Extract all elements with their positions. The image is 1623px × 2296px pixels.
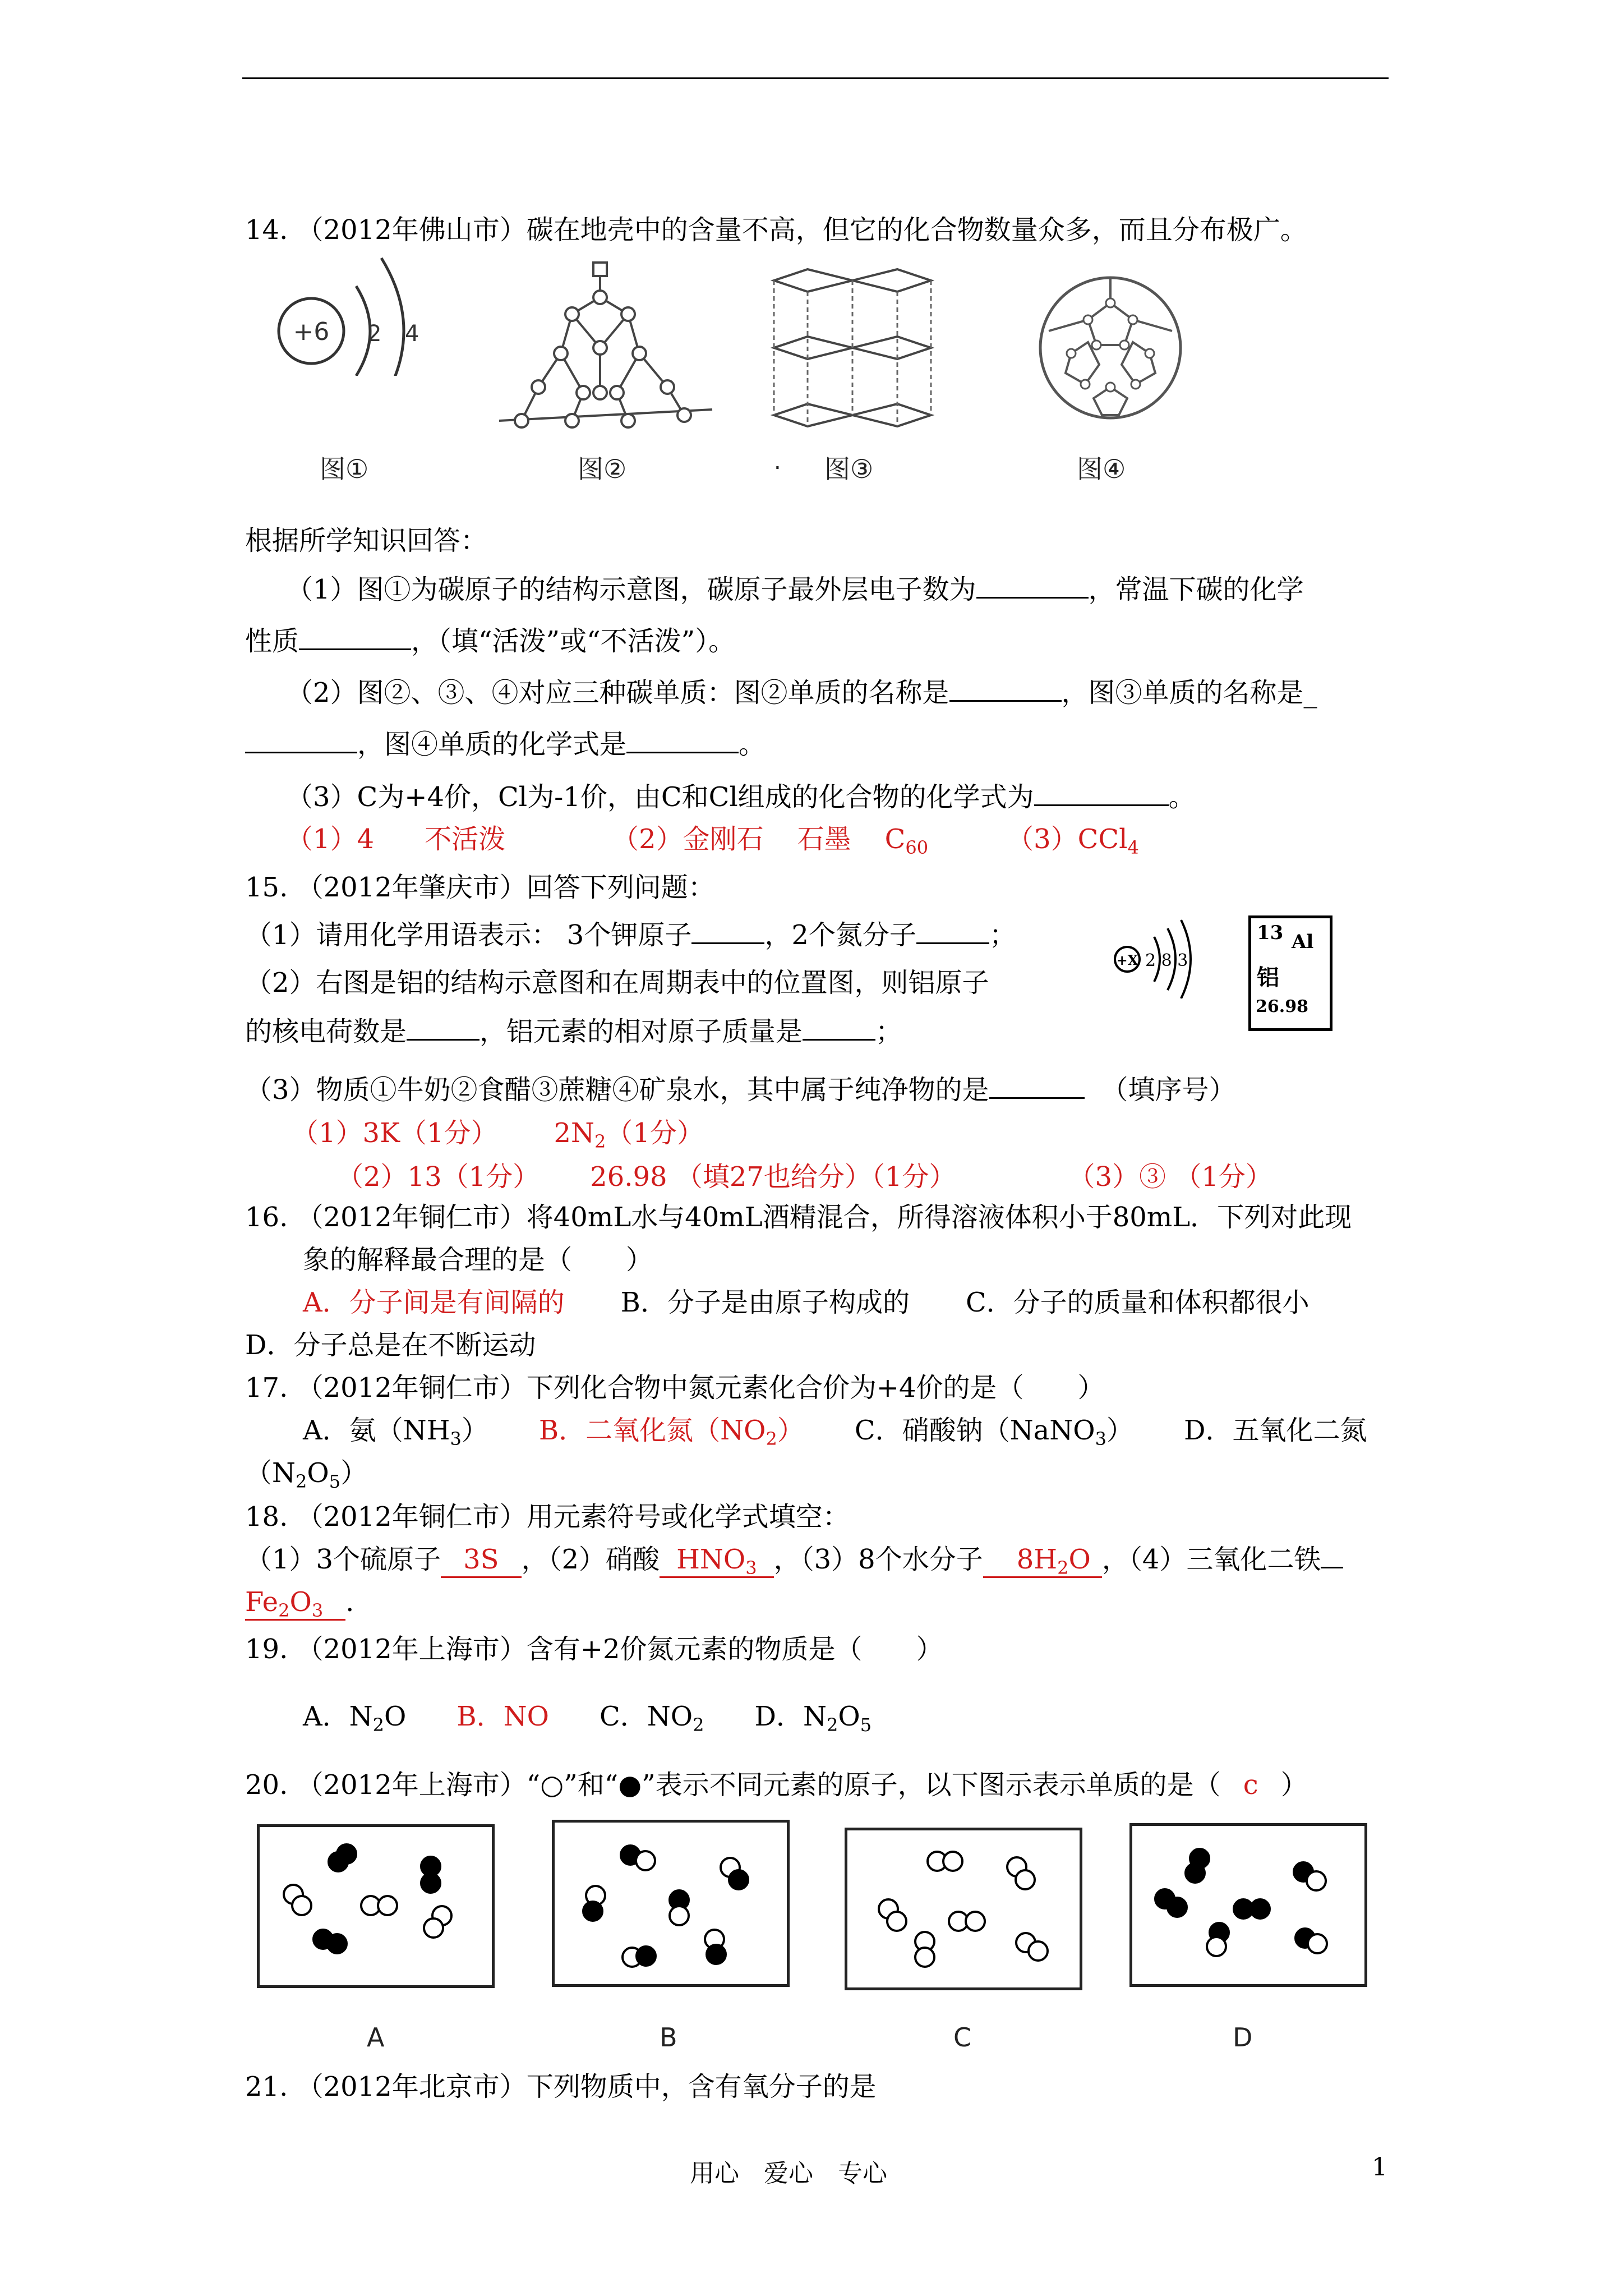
q15-ans1b: 2N bbox=[554, 1117, 595, 1149]
q15-blank3[interactable] bbox=[407, 1014, 479, 1041]
q14-ans3: （2）金刚石 bbox=[612, 823, 764, 855]
q14-part2-line2 bbox=[245, 727, 766, 761]
q15-l4b: （填序号） bbox=[1101, 1074, 1236, 1106]
q14-prompt: 根据所学知识回答： bbox=[245, 525, 488, 556]
q14-p3a: （3）C为+4价，Cl为-1价，由C和Cl组成的化合物的化学式为 bbox=[286, 781, 1034, 813]
q14-part2-line1 bbox=[286, 675, 1317, 710]
diamond-structure-diagram bbox=[488, 258, 723, 438]
q17-stem: 17. （2012年铜仁市）下列化合物中氮元素化合价为+4价的是（ ） bbox=[245, 1372, 1105, 1404]
q15-l1c: ； bbox=[989, 919, 1016, 951]
q15-blank4[interactable] bbox=[803, 1014, 875, 1041]
q18-answer3[interactable]: $8H_2O$ bbox=[983, 1543, 1102, 1578]
al-core-label: +X bbox=[1116, 952, 1138, 968]
q14-ans5-sub: 60 bbox=[905, 837, 929, 858]
q17-option-c[interactable]: C．硝酸钠（NaNO$_3$） bbox=[854, 1415, 1133, 1450]
q14-ans5: C bbox=[884, 823, 906, 855]
q20-label-d: D bbox=[1233, 2022, 1253, 2053]
q14-blank5[interactable] bbox=[626, 727, 739, 753]
q15-line3 bbox=[245, 1014, 902, 1048]
footer-motto: 用心 爱心 专心 bbox=[690, 2159, 887, 2188]
q16-option-c[interactable]: C．分子的质量和体积都很小 bbox=[965, 1287, 1310, 1318]
header-rule bbox=[242, 77, 1389, 79]
q15-line1 bbox=[245, 918, 1016, 952]
figure1-caption: 图① bbox=[320, 454, 369, 484]
q16-options bbox=[303, 1286, 1310, 1319]
q14-ans4: 石墨 bbox=[797, 823, 851, 855]
q20-label-a: A bbox=[367, 2022, 385, 2053]
q17-option-b[interactable]: B．二氧化氮$(NO_2)$ bbox=[538, 1415, 804, 1450]
page-number: 1 bbox=[1372, 2153, 1387, 2182]
q14-blank2[interactable] bbox=[299, 624, 411, 650]
q14-p1b: ，常温下碳的化学 bbox=[1088, 574, 1304, 605]
q19-option-c[interactable]: C．$NO_2$ bbox=[600, 1701, 704, 1736]
shell2-label: 4 bbox=[405, 321, 419, 347]
aluminum-atom-diagram bbox=[1110, 914, 1211, 999]
q19-option-b[interactable]: B．NO bbox=[457, 1701, 550, 1732]
q15-answer2 bbox=[336, 1160, 1272, 1194]
q15-blank1[interactable] bbox=[691, 918, 764, 944]
q15-ans2c: （3）③ （1分） bbox=[1068, 1161, 1272, 1193]
q14-answers bbox=[286, 822, 1139, 856]
q19-option-a[interactable]: A．$N_2O$ bbox=[303, 1701, 407, 1736]
carbon-atom-diagram bbox=[258, 247, 443, 376]
q15-l3c: ； bbox=[875, 1016, 903, 1047]
q16-option-b[interactable]: B．分子是由原子构成的 bbox=[620, 1287, 910, 1318]
q16-option-a[interactable]: A．分子间是有间隔的 bbox=[303, 1287, 565, 1318]
q18-line2: $Fe_2O_3$ . bbox=[245, 1586, 354, 1621]
q18-line1: （1）3个硫原子 3S ，（2）硝酸 $HNO_3$ ，（3）8个水分子 $8H_2O$ ，（4）三氧化二铁 bbox=[245, 1543, 1343, 1578]
q20-stem: 20. （2012年上海市）“○”和“●”表示不同元素的原子，以下图示表示单质的是（ c ） bbox=[245, 1769, 1308, 1801]
q14-stem: 14. （2012年佛山市）碳在地壳中的含量不高，但它的化合物数量众多，而且分布极广。 bbox=[245, 214, 1307, 246]
q16-stem-line1: 16. （2012年铜仁市）将40mL水与40mL酒精混合，所得溶液体积小于80mL．下列对此现 bbox=[245, 1202, 1352, 1233]
q14-p2d: 。 bbox=[739, 729, 766, 760]
q14-p2a: （2）图②、③、④对应三种碳单质：图②单质的名称是 bbox=[286, 677, 949, 708]
q15-blank2[interactable] bbox=[916, 918, 989, 944]
q14-blank6[interactable] bbox=[1034, 780, 1169, 806]
q14-ans6-sub: 4 bbox=[1127, 837, 1139, 858]
q15-l1b: ，2个氮分子 bbox=[764, 919, 916, 951]
q15-line2: （2）右图是铝的结构示意图和在周期表中的位置图，则铝原子 bbox=[245, 967, 989, 999]
q18-stem: 18. （2012年铜仁市）用元素符号或化学式填空： bbox=[245, 1501, 850, 1533]
c60-structure-diagram bbox=[1032, 269, 1189, 426]
q19-options bbox=[303, 1700, 872, 1736]
aluminum-periodic-cell bbox=[1248, 915, 1332, 1031]
atom-core-label: +6 bbox=[293, 318, 330, 346]
q15-ans2a: （2）13（1分） bbox=[336, 1161, 540, 1193]
q17-option-d[interactable]: D．五氧化二氮 bbox=[1184, 1415, 1367, 1446]
figure4-caption: 图④ bbox=[1077, 454, 1126, 484]
q17-option-d-formula: $(N_2O_5)$ bbox=[245, 1457, 368, 1492]
q15-ans1a: （1）3K（1分） bbox=[292, 1117, 498, 1149]
q14-p1d: ，（填“活泼”或“不活泼”）。 bbox=[411, 625, 736, 657]
shell1-label: 2 bbox=[367, 321, 382, 347]
al-symbol: Al bbox=[1292, 931, 1314, 953]
q17-option-a[interactable]: A．氨$(NH_3)$ bbox=[303, 1415, 488, 1450]
figure3-caption: 图③ bbox=[824, 454, 874, 484]
q14-p2b: ，图③单质的名称是_ bbox=[1061, 677, 1317, 708]
q18-answer2[interactable]: $HNO_3$ bbox=[660, 1543, 774, 1578]
q14-blank4[interactable] bbox=[245, 727, 357, 753]
q14-p1c: 性质 bbox=[245, 625, 299, 657]
al-number: 13 bbox=[1257, 922, 1284, 944]
q15-answer1 bbox=[292, 1116, 704, 1150]
q15-stem: 15. （2012年肇庆市）回答下列问题： bbox=[245, 872, 715, 903]
al-name: 铝 bbox=[1257, 964, 1279, 991]
q16-option-d[interactable]: D．分子总是在不断运动 bbox=[245, 1329, 536, 1361]
q18-answer4[interactable]: $Fe_2O_3$ bbox=[245, 1585, 345, 1621]
q20-diagram-b[interactable] bbox=[552, 1820, 790, 1987]
q15-ans1c: （1分） bbox=[606, 1117, 704, 1149]
q20-diagram-c[interactable] bbox=[845, 1828, 1082, 1990]
al-shells-label: 2 8 3 bbox=[1145, 951, 1188, 970]
q14-p3b: 。 bbox=[1168, 781, 1196, 813]
q14-blank3[interactable] bbox=[949, 675, 1062, 702]
q14-part3 bbox=[286, 780, 1196, 814]
q19-stem: 19. （2012年上海市）含有+2价氮元素的物质是（ ） bbox=[245, 1634, 943, 1665]
figure3-dot: . bbox=[774, 449, 781, 475]
q14-part1-line2 bbox=[245, 624, 735, 658]
q17-options bbox=[303, 1414, 1367, 1450]
q21-stem: 21. （2012年北京市）下列物质中，含有氧分子的是 bbox=[245, 2071, 877, 2102]
q15-l3a: 的核电荷数是 bbox=[245, 1016, 407, 1047]
al-mass: 26.98 bbox=[1256, 997, 1308, 1016]
graphite-structure-diagram bbox=[763, 264, 942, 432]
q14-blank1[interactable] bbox=[976, 572, 1089, 599]
q15-line4 bbox=[245, 1073, 1236, 1107]
q15-l4a: （3）物质①牛奶②食醋③蔗糖④矿泉水，其中属于纯净物的是 bbox=[245, 1074, 989, 1106]
q20-answer: c bbox=[1243, 1769, 1258, 1801]
q20-diagram-a[interactable] bbox=[257, 1824, 495, 1988]
q20-label-b: B bbox=[660, 2022, 677, 2053]
q20-label-c: C bbox=[953, 2022, 972, 2053]
q16-stem-line2: 象的解释最合理的是（ ） bbox=[303, 1244, 653, 1276]
q15-ans2b: 26.98 （填27也给分）（1分） bbox=[590, 1161, 956, 1193]
q15-l3b: ，铝元素的相对原子质量是 bbox=[479, 1016, 803, 1047]
q14-ans2: 不活泼 bbox=[425, 823, 506, 855]
q15-blank5[interactable] bbox=[989, 1073, 1085, 1099]
q15-l1a: （1）请用化学用语表示： 3个钾原子 bbox=[245, 919, 692, 951]
q20-diagram-d[interactable] bbox=[1129, 1823, 1367, 1987]
q14-p1a: （1）图①为碳原子的结构示意图，碳原子最外层电子数为 bbox=[286, 574, 976, 605]
q15-ans1b-sub: 2 bbox=[594, 1131, 606, 1152]
q14-ans6: （3）CCl bbox=[1007, 823, 1128, 855]
q14-part1-line1 bbox=[286, 572, 1304, 606]
q19-option-d[interactable]: D．$N_2O_5$ bbox=[754, 1701, 872, 1736]
q14-p2c: ，图④单质的化学式是 bbox=[357, 729, 627, 760]
q18-answer1[interactable]: 3S bbox=[441, 1543, 521, 1578]
figure2-caption: 图② bbox=[578, 454, 627, 484]
q14-ans1: （1）4 bbox=[286, 823, 375, 855]
